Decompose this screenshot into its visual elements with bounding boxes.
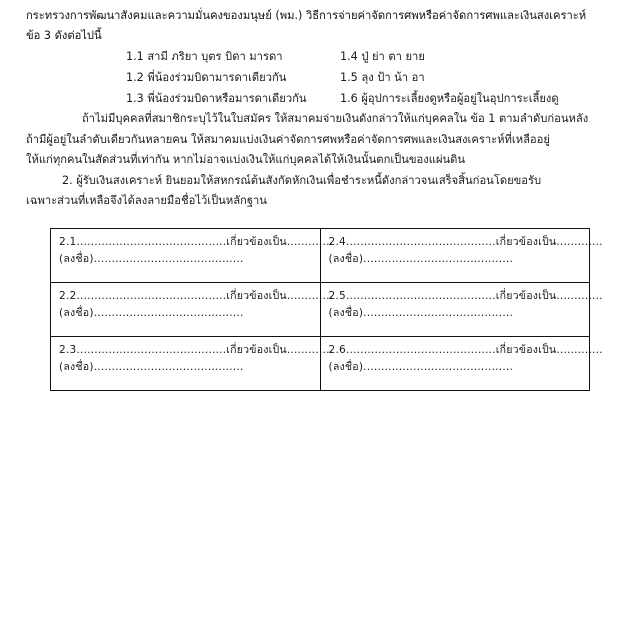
- signature-line-relation: 2.2..........................................เกี่ยวข้องเป็น.............: [59, 289, 334, 302]
- paragraph-1: ถ้าไม่มีบุคคลที่สมาชิกระบุไว้ในใบสมัคร ให้สมาคมจ่ายเงินดังกล่าวให้แก่บุคคลใน ข้อ 1 ตามลำดับก่อนหลัง: [82, 112, 589, 125]
- table-row: [51, 228, 590, 282]
- signature-line-sign: (ลงชื่อ)..........................................: [328, 252, 514, 265]
- sub-item-1-6: 1.6 ผู้อุปการะเลี้ยงดูหรือผู้อยู่ในอุปการะเลี้ยงดู: [340, 92, 559, 105]
- paragraph-5: เฉพาะส่วนที่เหลือจึงได้ลงลายมือชื่อไว้เป็นหลักฐาน: [26, 194, 267, 207]
- signature-line-sign: (ลงชื่อ)..........................................: [59, 306, 244, 319]
- signature-cell-2-5[interactable]: [320, 282, 603, 336]
- signature-table: [50, 228, 603, 391]
- sub-item-1-3: 1.3 พี่น้องร่วมบิดาหรือมารดาเดียวกัน: [126, 92, 307, 105]
- signature-line-sign: (ลงชื่อ)..........................................: [328, 360, 514, 373]
- signature-cell-2-1[interactable]: [51, 228, 334, 282]
- signature-line-relation: 2.6..........................................เกี่ยวข้องเป็น.............: [328, 343, 603, 356]
- sub-item-row: [26, 88, 614, 109]
- signature-line-sign: (ลงชื่อ)..........................................: [59, 360, 244, 373]
- signature-cell-2-4[interactable]: [320, 228, 603, 282]
- paragraph-3: ให้แก่ทุกคนในสัดส่วนที่เท่ากัน หากไม่อาจแบ่งเงินให้แก่บุคคลได้ให้เงินนั้นตกเป็นของแผ่นดิน: [26, 153, 466, 166]
- signature-line-relation: 2.5..........................................เกี่ยวข้องเป็น.............: [328, 289, 603, 302]
- sub-item-1-4: 1.4 ปู่ ย่า ตา ยาย: [340, 50, 425, 63]
- paragraph-4: 2. ผู้รับเงินสงเคราะห์ ยินยอมให้สหกรณ์ต้นสังกัดหักเงินเพื่อชำระหนี้ดังกล่าวจนเสร็จสิ้นก่อนโดยขอรับ: [62, 173, 542, 187]
- signature-cell-2-3[interactable]: [51, 336, 334, 390]
- signature-line-relation: 2.1..........................................เกี่ยวข้องเป็น.............: [59, 235, 334, 248]
- signature-cell-2-6[interactable]: [320, 336, 603, 390]
- sub-item-1-2: 1.2 พี่น้องร่วมบิดามารดาเดียวกัน: [126, 71, 287, 84]
- signature-line-relation: 2.3..........................................เกี่ยวข้องเป็น.............: [59, 343, 334, 356]
- sub-item-1-1: 1.1 สามี ภริยา บุตร บิดา มารดา: [126, 50, 283, 63]
- signature-line-sign: (ลงชื่อ)..........................................: [328, 306, 514, 319]
- sub-item-row: [26, 67, 614, 88]
- signature-line-sign: (ลงชื่อ)..........................................: [59, 252, 244, 265]
- signature-line-relation: 2.4..........................................เกี่ยวข้องเป็น.............: [328, 235, 603, 248]
- sub-item-row: [26, 46, 614, 67]
- table-row: [51, 336, 590, 390]
- sub-item-1-5: 1.5 ลุง ป้า น้า อา: [340, 71, 425, 84]
- paragraph-2: ถ้ามีผู้อยู่ในลำดับเดียวกันหลายคน ให้สมาคมแบ่งเงินค่าจัดการศพหรือค่าจัดการศพและเงินสงเคราะห์ที่เหลืออยู่: [26, 132, 550, 146]
- header-line-2: ข้อ 3 ดังต่อไปนี้: [26, 29, 102, 42]
- signature-cell-2-2[interactable]: [51, 282, 334, 336]
- table-row: [51, 282, 590, 336]
- header-line-1: กระทรวงการพัฒนาสังคมและความมั่นคงของมนุษย์ (พม.) วิธีการจ่ายค่าจัดการศพหรือค่าจัดการศพและเงินสงเคราะห์: [26, 9, 587, 22]
